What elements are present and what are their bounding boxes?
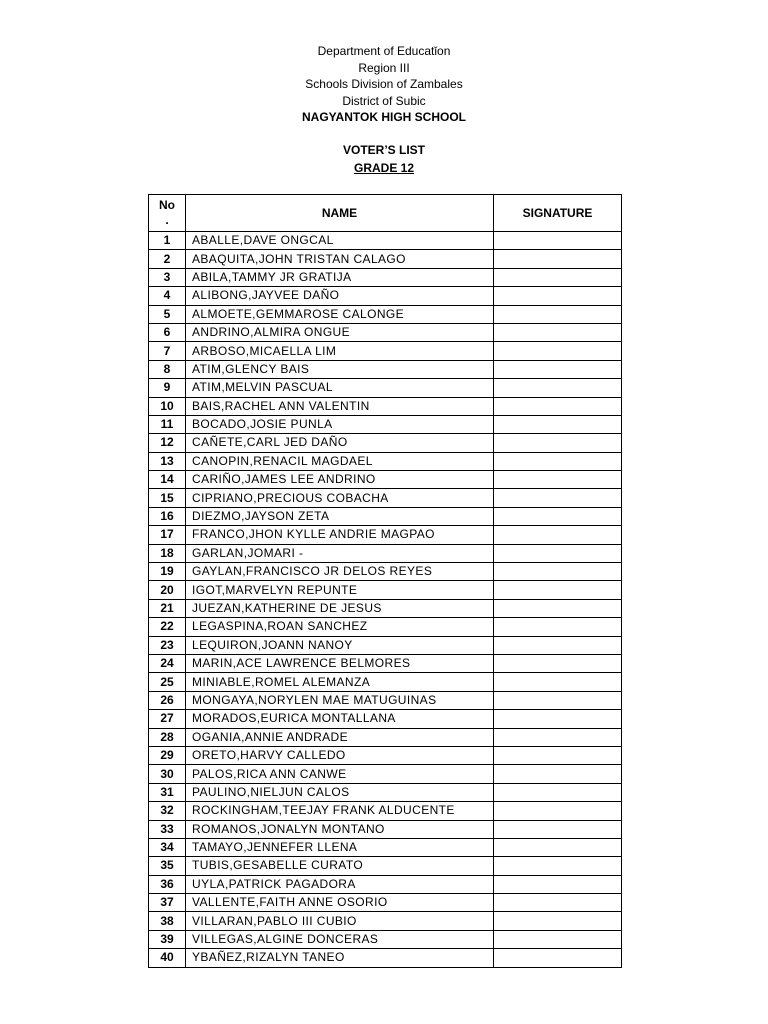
table-row xyxy=(149,507,622,525)
row-number: 8 xyxy=(149,360,186,378)
row-number: 18 xyxy=(149,544,186,562)
signature-cell xyxy=(494,268,622,286)
signature-cell xyxy=(494,802,622,820)
signature-cell xyxy=(494,765,622,783)
row-number: 26 xyxy=(149,691,186,709)
table-row xyxy=(149,287,622,305)
row-number: 23 xyxy=(149,636,186,654)
voter-name: ATIM,GLENCY BAIS xyxy=(186,360,494,378)
voter-name: ALMOETE,GEMMAROSE CALONGE xyxy=(186,305,494,323)
table-row xyxy=(149,820,622,838)
signature-cell xyxy=(494,618,622,636)
signature-cell xyxy=(494,673,622,691)
signature-cell xyxy=(494,287,622,305)
table-row xyxy=(149,894,622,912)
signature-cell xyxy=(494,746,622,764)
row-number: 3 xyxy=(149,268,186,286)
voter-name: FRANCO,JHON KYLLE ANDRIE MAGPAO xyxy=(186,526,494,544)
column-header-signature: SIGNATURE xyxy=(494,195,622,232)
voter-name: MINIABLE,ROMEL ALEMANZA xyxy=(186,673,494,691)
table-row xyxy=(149,415,622,433)
signature-cell xyxy=(494,544,622,562)
table-row xyxy=(149,618,622,636)
signature-cell xyxy=(494,232,622,250)
voter-name: UYLA,PATRICK PAGADORA xyxy=(186,875,494,893)
signature-cell xyxy=(494,471,622,489)
signature-cell xyxy=(494,415,622,433)
row-number: 36 xyxy=(149,875,186,893)
voter-name: ALIBONG,JAYVEE DAÑO xyxy=(186,287,494,305)
table-row xyxy=(149,673,622,691)
signature-cell xyxy=(494,563,622,581)
table-row xyxy=(149,489,622,507)
table-row xyxy=(149,802,622,820)
table-row xyxy=(149,654,622,672)
signature-cell xyxy=(494,820,622,838)
table-row xyxy=(149,765,622,783)
signature-cell xyxy=(494,360,622,378)
voter-name: YBAÑEZ,RIZALYN TANEO xyxy=(186,949,494,967)
row-number: 12 xyxy=(149,434,186,452)
table-row xyxy=(149,599,622,617)
voter-name: CAÑETE,CARL JED DAÑO xyxy=(186,434,494,452)
voters-table xyxy=(148,194,622,968)
signature-cell xyxy=(494,949,622,967)
table-row xyxy=(149,544,622,562)
row-number: 5 xyxy=(149,305,186,323)
row-number: 33 xyxy=(149,820,186,838)
voter-name: ABILA,TAMMY JR GRATIJA xyxy=(186,268,494,286)
row-number: 29 xyxy=(149,746,186,764)
table-row xyxy=(149,434,622,452)
signature-cell xyxy=(494,894,622,912)
table-row xyxy=(149,728,622,746)
row-number: 30 xyxy=(149,765,186,783)
row-number: 4 xyxy=(149,287,186,305)
region-line: Region III xyxy=(358,60,410,75)
signature-cell xyxy=(494,434,622,452)
signature-cell xyxy=(494,875,622,893)
voter-name: IGOT,MARVELYN REPUNTE xyxy=(186,581,494,599)
row-number: 1 xyxy=(149,232,186,250)
signature-cell xyxy=(494,930,622,948)
row-number: 31 xyxy=(149,783,186,801)
row-number: 24 xyxy=(149,654,186,672)
signature-cell xyxy=(494,342,622,360)
signature-cell xyxy=(494,912,622,930)
row-number: 40 xyxy=(149,949,186,967)
row-number: 32 xyxy=(149,802,186,820)
department-line: Department of Educatǐon xyxy=(317,44,451,58)
grade-label: GRADE 12 xyxy=(353,161,415,175)
row-number: 6 xyxy=(149,323,186,341)
table-row xyxy=(149,912,622,930)
voter-name: ARBOSO,MICAELLA LIM xyxy=(186,342,494,360)
table-row xyxy=(149,452,622,470)
signature-cell xyxy=(494,323,622,341)
row-number: 17 xyxy=(149,526,186,544)
table-row xyxy=(149,526,622,544)
voter-name: CANOPIN,RENACIL MAGDAEL xyxy=(186,452,494,470)
table-body xyxy=(149,232,622,968)
signature-cell xyxy=(494,379,622,397)
row-number: 13 xyxy=(149,452,186,470)
voter-name: MONGAYA,NORYLEN MAE MATUGUINAS xyxy=(186,691,494,709)
row-number: 11 xyxy=(149,415,186,433)
signature-cell xyxy=(494,489,622,507)
table-row xyxy=(149,581,622,599)
voter-name: DIEZMO,JAYSON ZETA xyxy=(186,507,494,525)
voter-name: ROMANOS,JONALYN MONTANO xyxy=(186,820,494,838)
voter-name: BOCADO,JOSIE PUNLA xyxy=(186,415,494,433)
row-number: 9 xyxy=(149,379,186,397)
column-header-no-line1: No xyxy=(159,198,175,212)
signature-cell xyxy=(494,305,622,323)
table-row xyxy=(149,636,622,654)
column-header-no xyxy=(149,195,186,232)
table-row xyxy=(149,397,622,415)
table-row xyxy=(149,857,622,875)
row-number: 19 xyxy=(149,563,186,581)
signature-cell xyxy=(494,250,622,268)
voter-name: BAIS,RACHEL ANN VALENTIN xyxy=(186,397,494,415)
signature-cell xyxy=(494,526,622,544)
signature-cell xyxy=(494,857,622,875)
voter-name: PAULINO,NIELJUN CALOS xyxy=(186,783,494,801)
table-row xyxy=(149,379,622,397)
table-row xyxy=(149,563,622,581)
voter-name: MARIN,ACE LAWRENCE BELMORES xyxy=(186,654,494,672)
signature-cell xyxy=(494,581,622,599)
table-row xyxy=(149,323,622,341)
row-number: 14 xyxy=(149,471,186,489)
list-title: VOTER’S LIST xyxy=(342,143,425,157)
signature-cell xyxy=(494,636,622,654)
voter-name: MORADOS,EURICA MONTALLANA xyxy=(186,710,494,728)
table-row xyxy=(149,949,622,967)
table-row xyxy=(149,691,622,709)
row-number: 34 xyxy=(149,838,186,856)
table-row xyxy=(149,838,622,856)
row-number: 28 xyxy=(149,728,186,746)
district-line: District of Subic xyxy=(342,93,426,108)
row-number: 20 xyxy=(149,581,186,599)
table-row xyxy=(149,342,622,360)
voter-name: GARLAN,JOMARI - xyxy=(186,544,494,562)
signature-cell xyxy=(494,599,622,617)
row-number: 38 xyxy=(149,912,186,930)
signature-cell xyxy=(494,838,622,856)
school-name: NAGYANTOK HIGH SCHOOL xyxy=(301,110,466,124)
voter-name: ABALLE,DAVE ONGCAL xyxy=(186,232,494,250)
voter-name: TAMAYO,JENNEFER LLENA xyxy=(186,838,494,856)
voter-name: OGANIA,ANNIE ANDRADE xyxy=(186,728,494,746)
row-number: 21 xyxy=(149,599,186,617)
row-number: 35 xyxy=(149,857,186,875)
signature-cell xyxy=(494,397,622,415)
division-line: Schools Division of Zambales xyxy=(305,77,463,91)
voter-name: GAYLAN,FRANCISCO JR DELOS REYES xyxy=(186,563,494,581)
row-number: 10 xyxy=(149,397,186,415)
signature-cell xyxy=(494,783,622,801)
table-row xyxy=(149,268,622,286)
voter-name: VILLARAN,PABLO III CUBIO xyxy=(186,912,494,930)
row-number: 27 xyxy=(149,710,186,728)
row-number: 7 xyxy=(149,342,186,360)
voter-name: JUEZAN,KATHERINE DE JESUS xyxy=(186,599,494,617)
table-row xyxy=(149,930,622,948)
signature-cell xyxy=(494,452,622,470)
voter-name: ROCKINGHAM,TEEJAY FRANK ALDUCENTE xyxy=(186,802,494,820)
table-row xyxy=(149,305,622,323)
signature-cell xyxy=(494,728,622,746)
row-number: 16 xyxy=(149,507,186,525)
signature-cell xyxy=(494,710,622,728)
table-row xyxy=(149,746,622,764)
row-number: 25 xyxy=(149,673,186,691)
voter-name: CARIÑO,JAMES LEE ANDRINO xyxy=(186,471,494,489)
voter-name: PALOS,RICA ANN CANWE xyxy=(186,765,494,783)
voter-name: TUBIS,GESABELLE CURATO xyxy=(186,857,494,875)
table-row xyxy=(149,710,622,728)
voter-name: ABAQUITA,JOHN TRISTAN CALAGO xyxy=(186,250,494,268)
voter-name: CIPRIANO,PRECIOUS COBACHA xyxy=(186,489,494,507)
signature-cell xyxy=(494,691,622,709)
column-header-name: NAME xyxy=(186,195,494,232)
table-row xyxy=(149,875,622,893)
list-title-block xyxy=(0,141,768,177)
voter-name: LEQUIRON,JOANN NANOY xyxy=(186,636,494,654)
voter-name: ANDRINO,ALMIRA ONGUE xyxy=(186,323,494,341)
voter-name: VILLEGAS,ALGINE DONCERAS xyxy=(186,930,494,948)
voter-name: LEGASPINA,ROAN SANCHEZ xyxy=(186,618,494,636)
row-number: 15 xyxy=(149,489,186,507)
row-number: 2 xyxy=(149,250,186,268)
voter-name: VALLENTE,FAITH ANNE OSORIO xyxy=(186,894,494,912)
table-row xyxy=(149,471,622,489)
table-row xyxy=(149,232,622,250)
signature-cell xyxy=(494,507,622,525)
signature-cell xyxy=(494,654,622,672)
table-row xyxy=(149,250,622,268)
row-number: 39 xyxy=(149,930,186,948)
voter-name: ATIM,MELVIN PASCUAL xyxy=(186,379,494,397)
table-row xyxy=(149,360,622,378)
table-row xyxy=(149,783,622,801)
table-header-row xyxy=(149,195,622,232)
voter-name: ORETO,HARVY CALLEDO xyxy=(186,746,494,764)
document-header xyxy=(0,43,768,126)
row-number: 37 xyxy=(149,894,186,912)
column-header-no-line2: . xyxy=(165,213,169,227)
row-number: 22 xyxy=(149,618,186,636)
